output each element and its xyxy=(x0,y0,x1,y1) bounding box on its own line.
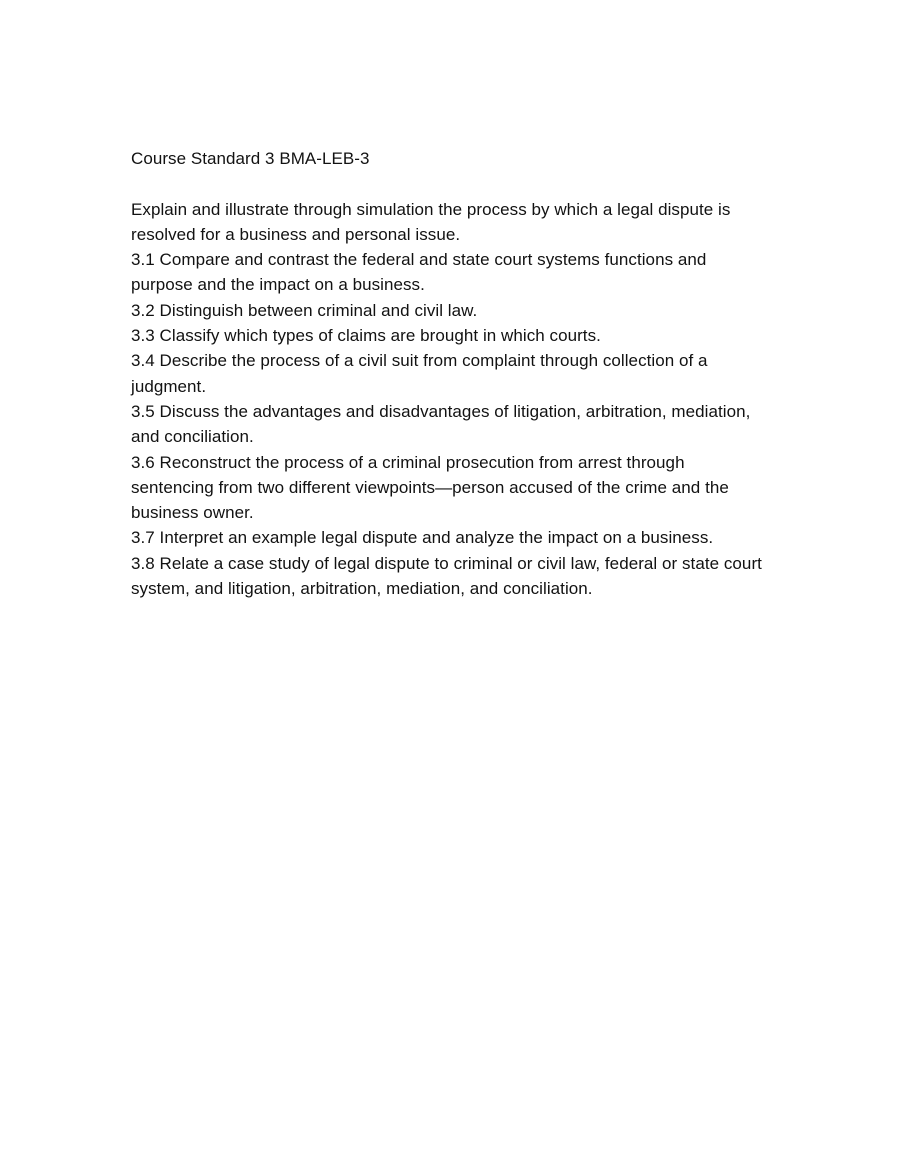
standard-item-3-2: 3.2 Distinguish between criminal and civil law. xyxy=(131,300,478,320)
document-heading: Course Standard 3 BMA-LEB-3 xyxy=(131,149,370,168)
standard-item-3-6: 3.6 Reconstruct the process of a criminal prosecution from arrest through sentencing from two different viewpoints—person accused of the crime and the business owner. xyxy=(131,452,729,523)
standard-item-3-3: 3.3 Classify which types of claims are brought in which courts. xyxy=(131,326,601,346)
standard-item-3-7: 3.7 Interpret an example legal dispute and analyze the impact on a business. xyxy=(131,528,714,548)
standard-item-3-4: 3.4 Describe the process of a civil suit from complaint through collection of a judgment. xyxy=(131,351,708,396)
document-body xyxy=(131,197,771,602)
heading-body-spacer xyxy=(131,171,771,196)
standard-item-3-5: 3.5 Discuss the advantages and disadvantages of litigation, arbitration, mediation, and conciliation. xyxy=(131,401,751,447)
standard-item-3-1: 3.1 Compare and contrast the federal and state court systems functions and purpose and the impact on a business. xyxy=(131,250,707,295)
document-text-column xyxy=(131,146,771,601)
standard-item-3-8: 3.8 Relate a case study of legal dispute to criminal or civil law, federal or state court system, and litigation, arbitration, mediation, and conciliation. xyxy=(131,553,762,599)
intro-paragraph: Explain and illustrate through simulation the process by which a legal dispute is resolved for a business and personal issue. xyxy=(131,199,731,244)
